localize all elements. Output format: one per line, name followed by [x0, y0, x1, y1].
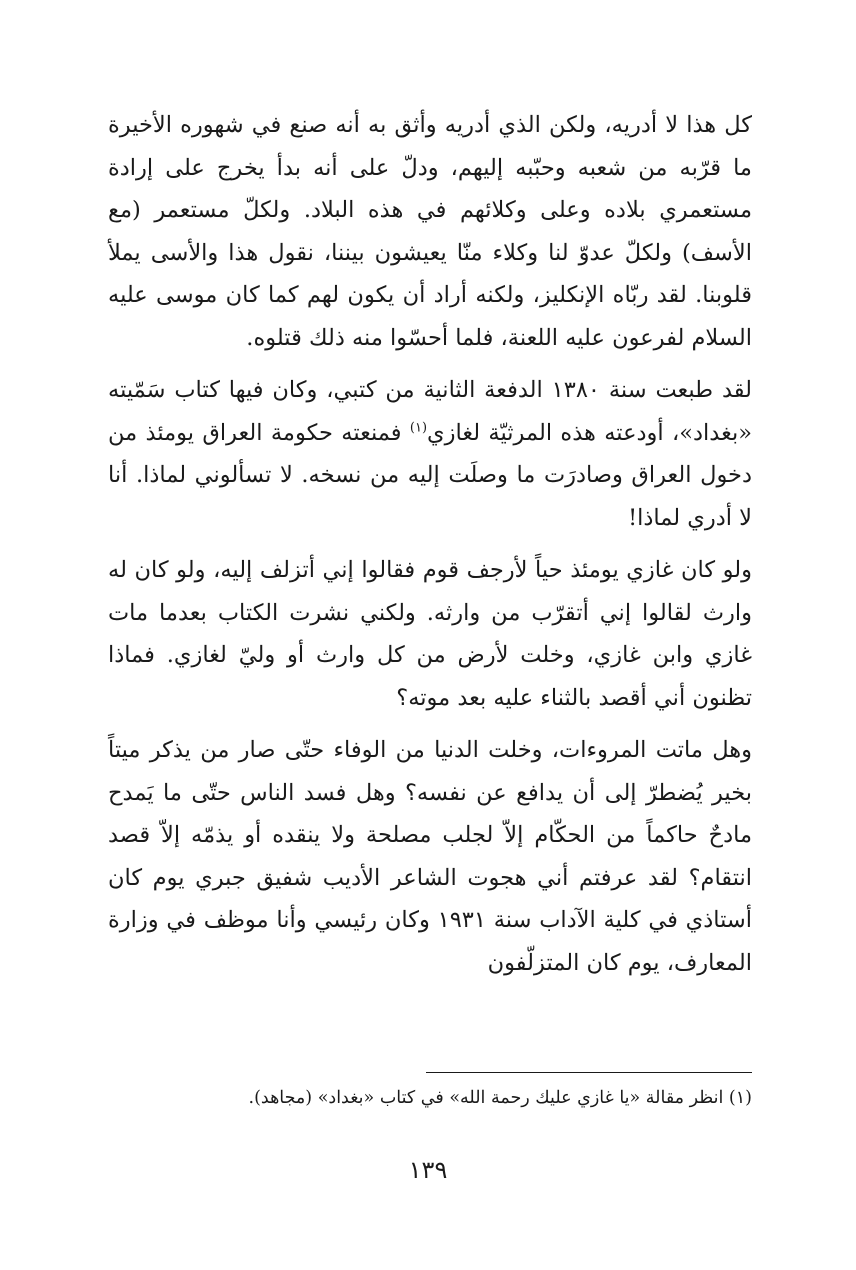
footnote-separator	[426, 1072, 752, 1073]
paragraph-4: وهل ماتت المروءات، وخلت الدنيا من الوفاء حتّى صار من يذكر ميتاً بخير يُضطرّ إلى أن يدافع عن نفسه؟ وهل فسد الناس حتّى ما يَمدح مادحٌ حاكماً من الحكّام إلاّ لجلب مصلحة ولا ينقده أو يذمّه إلاّ قصد انتقام؟ لقد عرفتم أني هجوت الشاعر الأديب شفيق جبري يوم كان أستاذي في كلية الآداب سنة ١٩٣١ وكان رئيسي وأنا موظف في وزارة المعارف، يوم كان المتزلّفون	[108, 737, 752, 976]
page-number: ١٣٩	[408, 1156, 448, 1184]
paragraph-2-text-end: فمنعته حكومة العراق يومئذ من دخول العراق وصادرَت ما وصلَت إليه من نسخه. لا تسألوني لماذا. أنا لا أدري لماذا!	[108, 419, 752, 531]
paragraph-3: ولو كان غازي يومئذ حياً لأرجف قوم فقالوا إني أتزلف إليه، ولو كان له وارث لقالوا إني أتقرّب من وارثه. ولكني نشرت الكتاب بعدما مات غازي وابن غازي، وخلت لأرض من كل وارث أو وليّ لغازي. فماذا تظنون أني أقصد بالثناء عليه بعد موته؟	[108, 557, 752, 711]
paragraph-1: كل هذا لا أدريه، ولكن الذي أدريه وأثق به أنه صنع في شهوره الأخيرة ما قرّبه من شعبه وحبّبه إليهم، ودلّ على أنه بدأ يخرج على إرادة مستعمري بلاده وعلى وكلائهم في هذه البلاد. ولكلّ مستعمر (مع الأسف) ولكلّ عدوّ لنا وكلاء منّا يعيشون بيننا، نقول هذا والأسى يملأ قلوبنا. لقد ربّاه الإنكليز، ولكنه أراد أن يكون لهم كما كان موسى عليه السلام لفرعون عليه اللعنة، فلما أحسّوا منه ذلك قتلوه.	[108, 112, 752, 351]
paragraph-2	[108, 369, 752, 539]
footnote: (١) انظر مقالة «يا غازي عليك رحمة الله» في كتاب «بغداد» (مجاهد).	[248, 1088, 752, 1108]
paragraph-2-text-start: لقد طبعت سنة ١٣٨٠ الدفعة الثانية من كتبي، وكان فيها كتاب سَمّيته «بغداد»، أودعته هذه المرثيّة لغازي	[108, 377, 752, 446]
footnote-reference: (١)	[409, 420, 428, 435]
page-body	[108, 104, 752, 984]
